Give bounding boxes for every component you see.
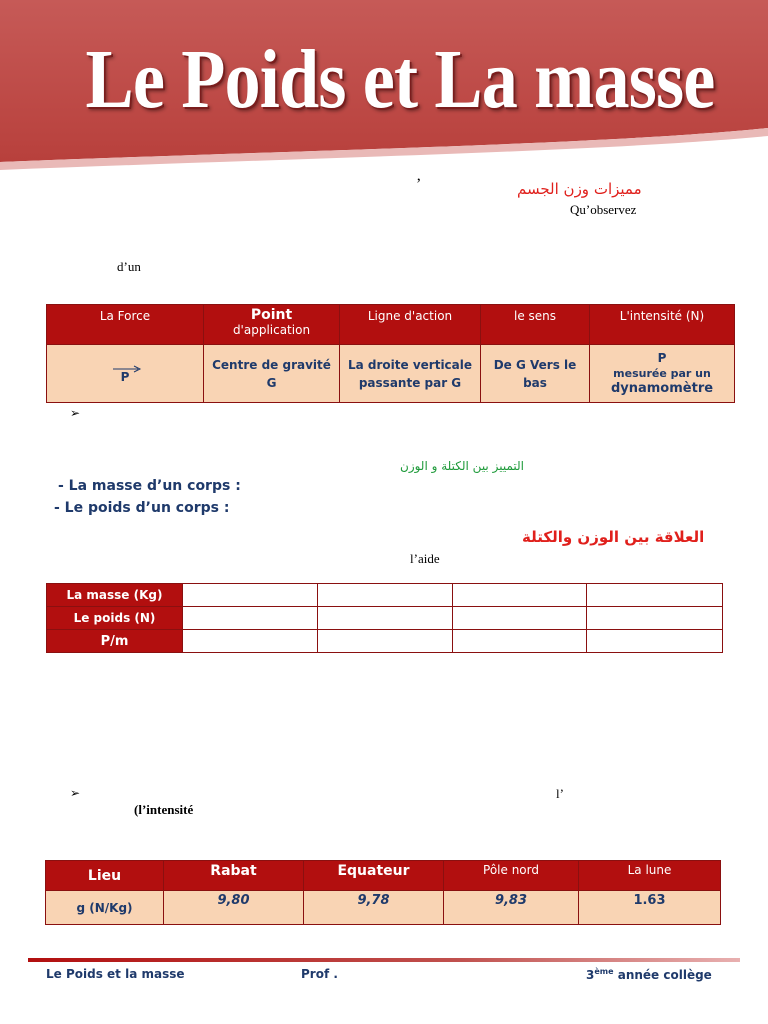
row-label-g: g (N/Kg): [46, 891, 164, 925]
header-pole-nord: Pôle nord: [444, 861, 579, 891]
cell-ligne: La droite verticale passante par G: [340, 345, 481, 403]
value-rabat: 9,80: [164, 891, 304, 925]
header-rabat: Rabat: [164, 861, 304, 891]
table-cell[interactable]: [587, 584, 723, 607]
header-lieu: Lieu: [46, 861, 164, 891]
table-cell[interactable]: [183, 607, 318, 630]
footer-middle: Prof .: [301, 967, 338, 981]
gravity-table: [45, 860, 721, 925]
row-label-ratio: P/m: [47, 630, 183, 653]
footer-right: 3ème année collège: [586, 967, 712, 982]
header-intensite: L'intensité (N): [590, 305, 735, 345]
value-equateur: 9,78: [304, 891, 444, 925]
value-pole-nord: 9,83: [444, 891, 579, 925]
row-label-masse: La masse (Kg): [47, 584, 183, 607]
header-point: Point d'application: [204, 305, 340, 345]
table-cell[interactable]: [587, 607, 723, 630]
arabic-section-title: مميزات وزن الجسم: [517, 180, 642, 198]
header-lune: La lune: [579, 861, 721, 891]
masse-definition-label: - La masse d’un corps :: [58, 478, 241, 494]
header-equateur: Equateur: [304, 861, 444, 891]
table-cell[interactable]: [453, 630, 587, 653]
text-fragment-intensite: (l’intensité: [134, 802, 194, 817]
header-ligne: Ligne d'action: [340, 305, 481, 345]
bullet-arrow-icon: ➢: [70, 406, 81, 420]
force-characteristics-table: [46, 304, 735, 403]
cell-point: Centre de gravité G: [204, 345, 340, 403]
text-fragment: d’un: [117, 259, 141, 274]
vector-arrow-icon: [113, 364, 143, 374]
header-force: La Force: [47, 305, 204, 345]
table-cell[interactable]: [318, 607, 453, 630]
value-lune: 1.63: [579, 891, 721, 925]
table-cell[interactable]: [318, 584, 453, 607]
bullet-arrow-icon: ➢: [70, 786, 81, 800]
text-fragment-l: l’: [556, 786, 564, 801]
header-banner: [0, 0, 768, 175]
cell-intensite: P mesurée par un dynamomètre: [590, 345, 735, 403]
cell-sens: De G Vers le bas: [481, 345, 590, 403]
text-fragment-aide: l’aide: [410, 551, 440, 566]
table-cell[interactable]: [183, 630, 318, 653]
table-cell[interactable]: [587, 630, 723, 653]
cell-force: P: [47, 345, 204, 403]
table-cell[interactable]: [183, 584, 318, 607]
footer-divider: [28, 958, 740, 962]
arabic-relation-title: العلاقة بين الوزن والكتلة: [522, 528, 705, 546]
table-cell[interactable]: [453, 607, 587, 630]
poids-definition-label: - Le poids d’un corps :: [54, 500, 230, 516]
table-cell[interactable]: [453, 584, 587, 607]
page-title: Le Poids et La masse: [85, 33, 715, 126]
row-label-poids: Le poids (N): [47, 607, 183, 630]
footer-left: Le Poids et la masse: [46, 967, 185, 981]
arabic-subtitle: التمييز بين الكتلة و الوزن: [400, 459, 525, 473]
table-cell[interactable]: [318, 630, 453, 653]
quote-mark: ’: [416, 176, 422, 193]
header-sens: le sens: [481, 305, 590, 345]
masse-poids-table: [46, 583, 723, 653]
question-text: Qu’observez: [570, 202, 637, 217]
